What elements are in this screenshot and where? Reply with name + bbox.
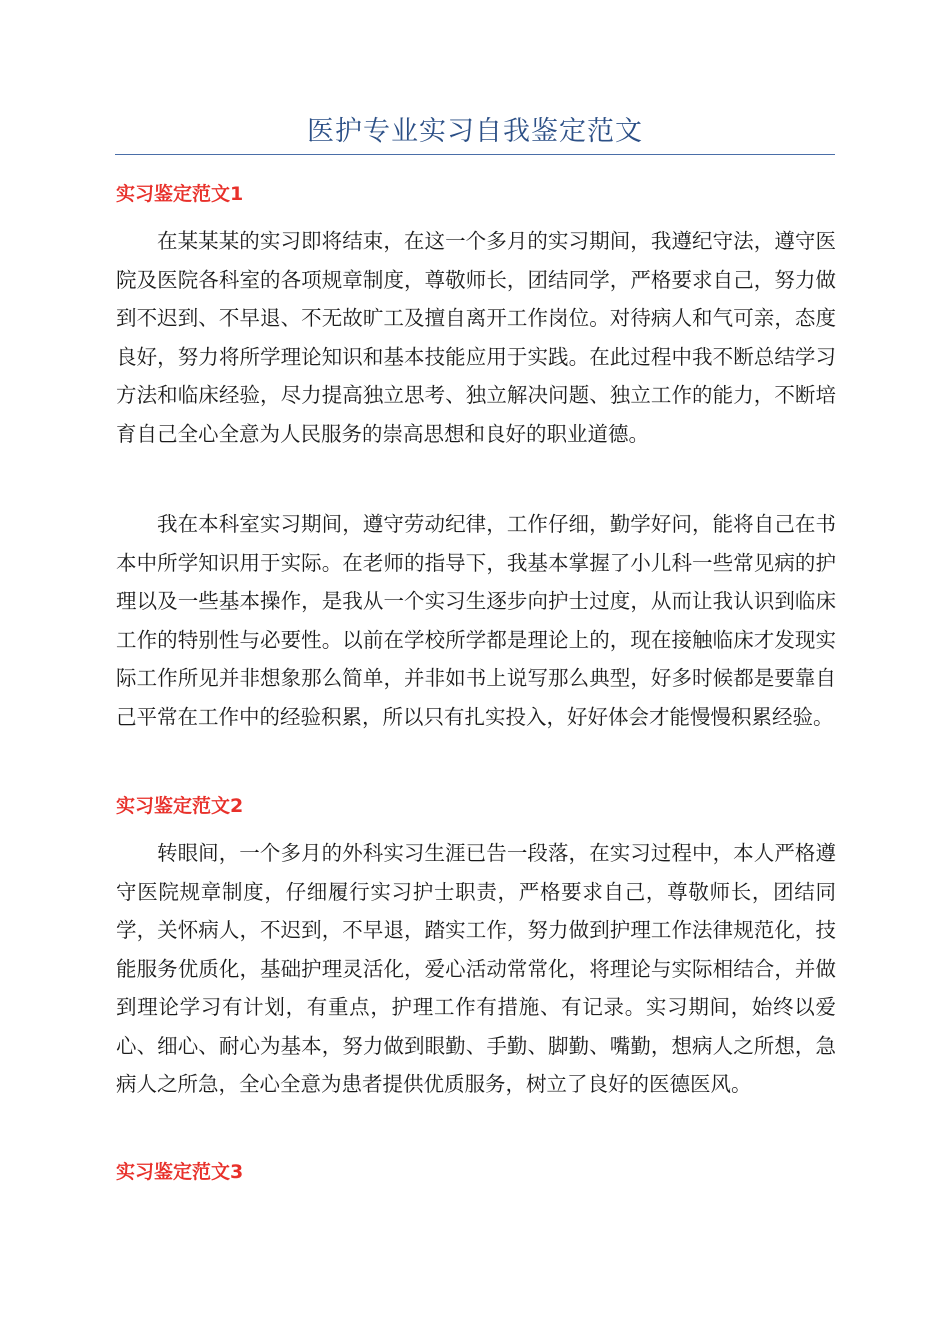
section-1-paragraph-2: 我在本科室实习期间，遵守劳动纪律，工作仔细，勤学好问，能将自己在书本中所学知识用于实际。在老师的指导下，我基本掌握了小儿科一些常见病的护理以及一些基本操作，是我从一个实习生逐步向护士过度，从而让我认识到临床工作的特别性与必要性。以前在学校所学都是理论上的，现在接触临床才发现实际工作所见并非想象那么简单，并非如书上说写那么典型，好多时候都是要靠自己平常在工作中的经验积累，所以只有扎实投入，好好体会才能慢慢积累经验。 [116, 512, 836, 729]
section-2-paragraph-1: 转眼间，一个多月的外科实习生涯已告一段落，在实习过程中，本人严格遵守医院规章制度，仔细履行实习护士职责，严格要求自己，尊敬师长，团结同学，关怀病人，不迟到，不早退，踏实工作，努力做到护理工作法律规范化，技能服务优质化，基础护理灵活化，爱心活动常常化，将理论与实际相结合，并做到理论学习有计划，有重点，护理工作有措施、有记录。实习期间，始终以爱心、细心、耐心为基本，努力做到眼勤、手勤、脚勤、嘴勤，想病人之所想，急病人之所急，全心全意为患者提供优质服务，树立了良好的医德医风。 [116, 841, 836, 1096]
section-heading-1: 实习鉴定范文1 [116, 183, 244, 205]
section-heading-2: 实习鉴定范文2 [116, 795, 244, 817]
section-1-paragraph-1: 在某某某的实习即将结束，在这一个多月的实习期间，我遵纪守法，遵守医院及医院各科室的各项规章制度，尊敬师长，团结同学，严格要求自己，努力做到不迟到、不早退、不无故旷工及擅自离开工作岗位。对待病人和气可亲，态度良好，努力将所学理论知识和基本技能应用于实践。在此过程中我不断总结学习方法和临床经验，尽力提高独立思考、独立解决问题、独立工作的能力，不断培育自己全心全意为人民服务的崇高思想和良好的职业道德。 [116, 229, 836, 446]
section-heading-3: 实习鉴定范文3 [116, 1161, 244, 1183]
document-title: 医护专业实习自我鉴定范文 [307, 116, 643, 147]
title-underline [115, 154, 835, 155]
